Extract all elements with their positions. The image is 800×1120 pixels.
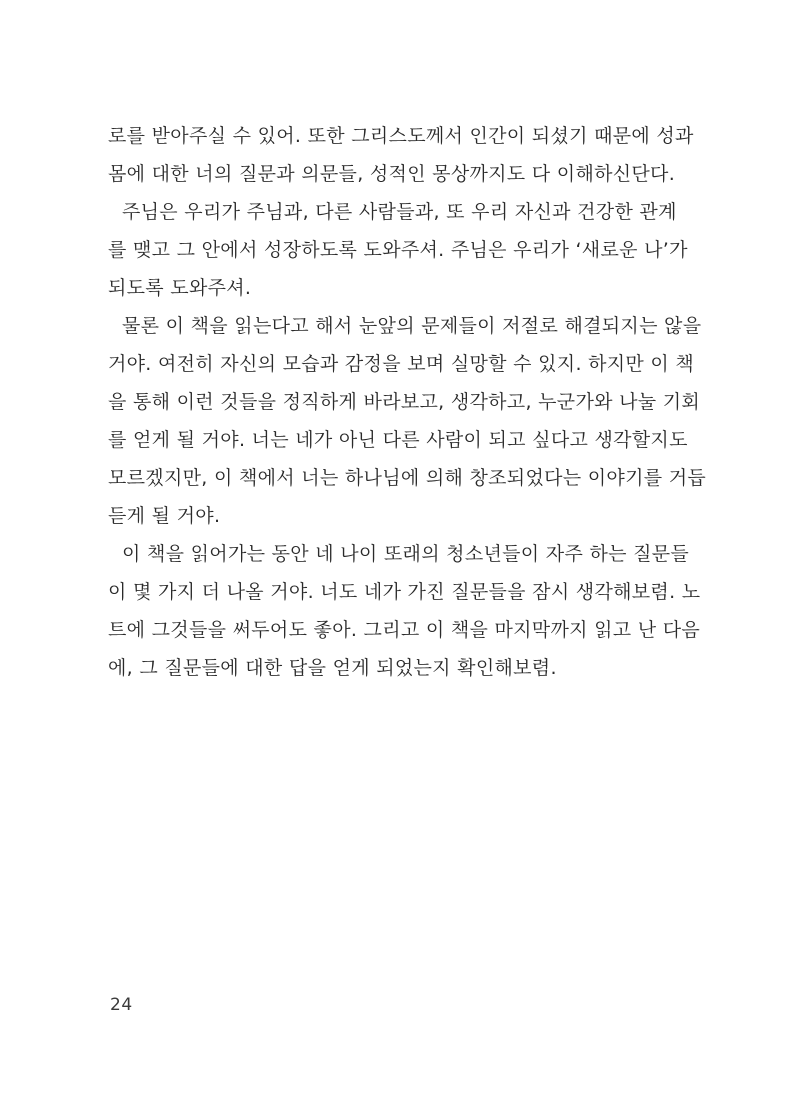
paragraph-3 bbox=[108, 307, 707, 535]
paragraph-4 bbox=[108, 535, 701, 687]
text-line: 모르겠지만, 이 책에서 너는 하나님에 의해 창조되었다는 이야기를 거듭 bbox=[108, 467, 707, 489]
text-line: 를 맺고 그 안에서 성장하도록 도와주셔. 주님은 우리가 ‘새로운 나’가 bbox=[108, 239, 688, 261]
text-line: 에, 그 질문들에 대한 답을 얻게 되었는지 확인해보렴. bbox=[108, 657, 557, 679]
text-line: 트에 그것들을 써두어도 좋아. 그리고 이 책을 마지막까지 읽고 난 다음 bbox=[108, 619, 701, 641]
text-line: 물론 이 책을 읽는다고 해서 눈앞의 문제들이 저절로 해결되지는 않을 bbox=[122, 315, 702, 337]
text-line: 몸에 대한 너의 질문과 의문들, 성적인 몽상까지도 다 이해하신단다. bbox=[108, 163, 676, 185]
text-line: 이 책을 읽어가는 동안 네 나이 또래의 청소년들이 자주 하는 질문들 bbox=[122, 543, 690, 565]
paragraph-2 bbox=[108, 193, 688, 307]
text-line: 이 몇 가지 더 나올 거야. 너도 네가 가진 질문들을 잠시 생각해보렴. 노 bbox=[108, 581, 701, 603]
text-line: 거야. 여전히 자신의 모습과 감정을 보며 실망할 수 있지. 하지만 이 책 bbox=[108, 353, 695, 375]
page-number: 24 bbox=[110, 995, 133, 1015]
body-text bbox=[108, 117, 707, 687]
paragraph-1 bbox=[108, 117, 694, 193]
text-line: 되도록 도와주셔. bbox=[108, 277, 252, 299]
text-line: 듣게 될 거야. bbox=[108, 505, 221, 527]
text-line: 주님은 우리가 주님과, 다른 사람들과, 또 우리 자신과 건강한 관계 bbox=[122, 201, 677, 223]
text-line: 를 얻게 될 거야. 너는 네가 아닌 다른 사람이 되고 싶다고 생각할지도 bbox=[108, 429, 688, 451]
text-line: 을 통해 이런 것들을 정직하게 바라보고, 생각하고, 누군가와 나눌 기회 bbox=[108, 391, 701, 413]
text-line: 로를 받아주실 수 있어. 또한 그리스도께서 인간이 되셨기 때문에 성과 bbox=[108, 125, 694, 147]
